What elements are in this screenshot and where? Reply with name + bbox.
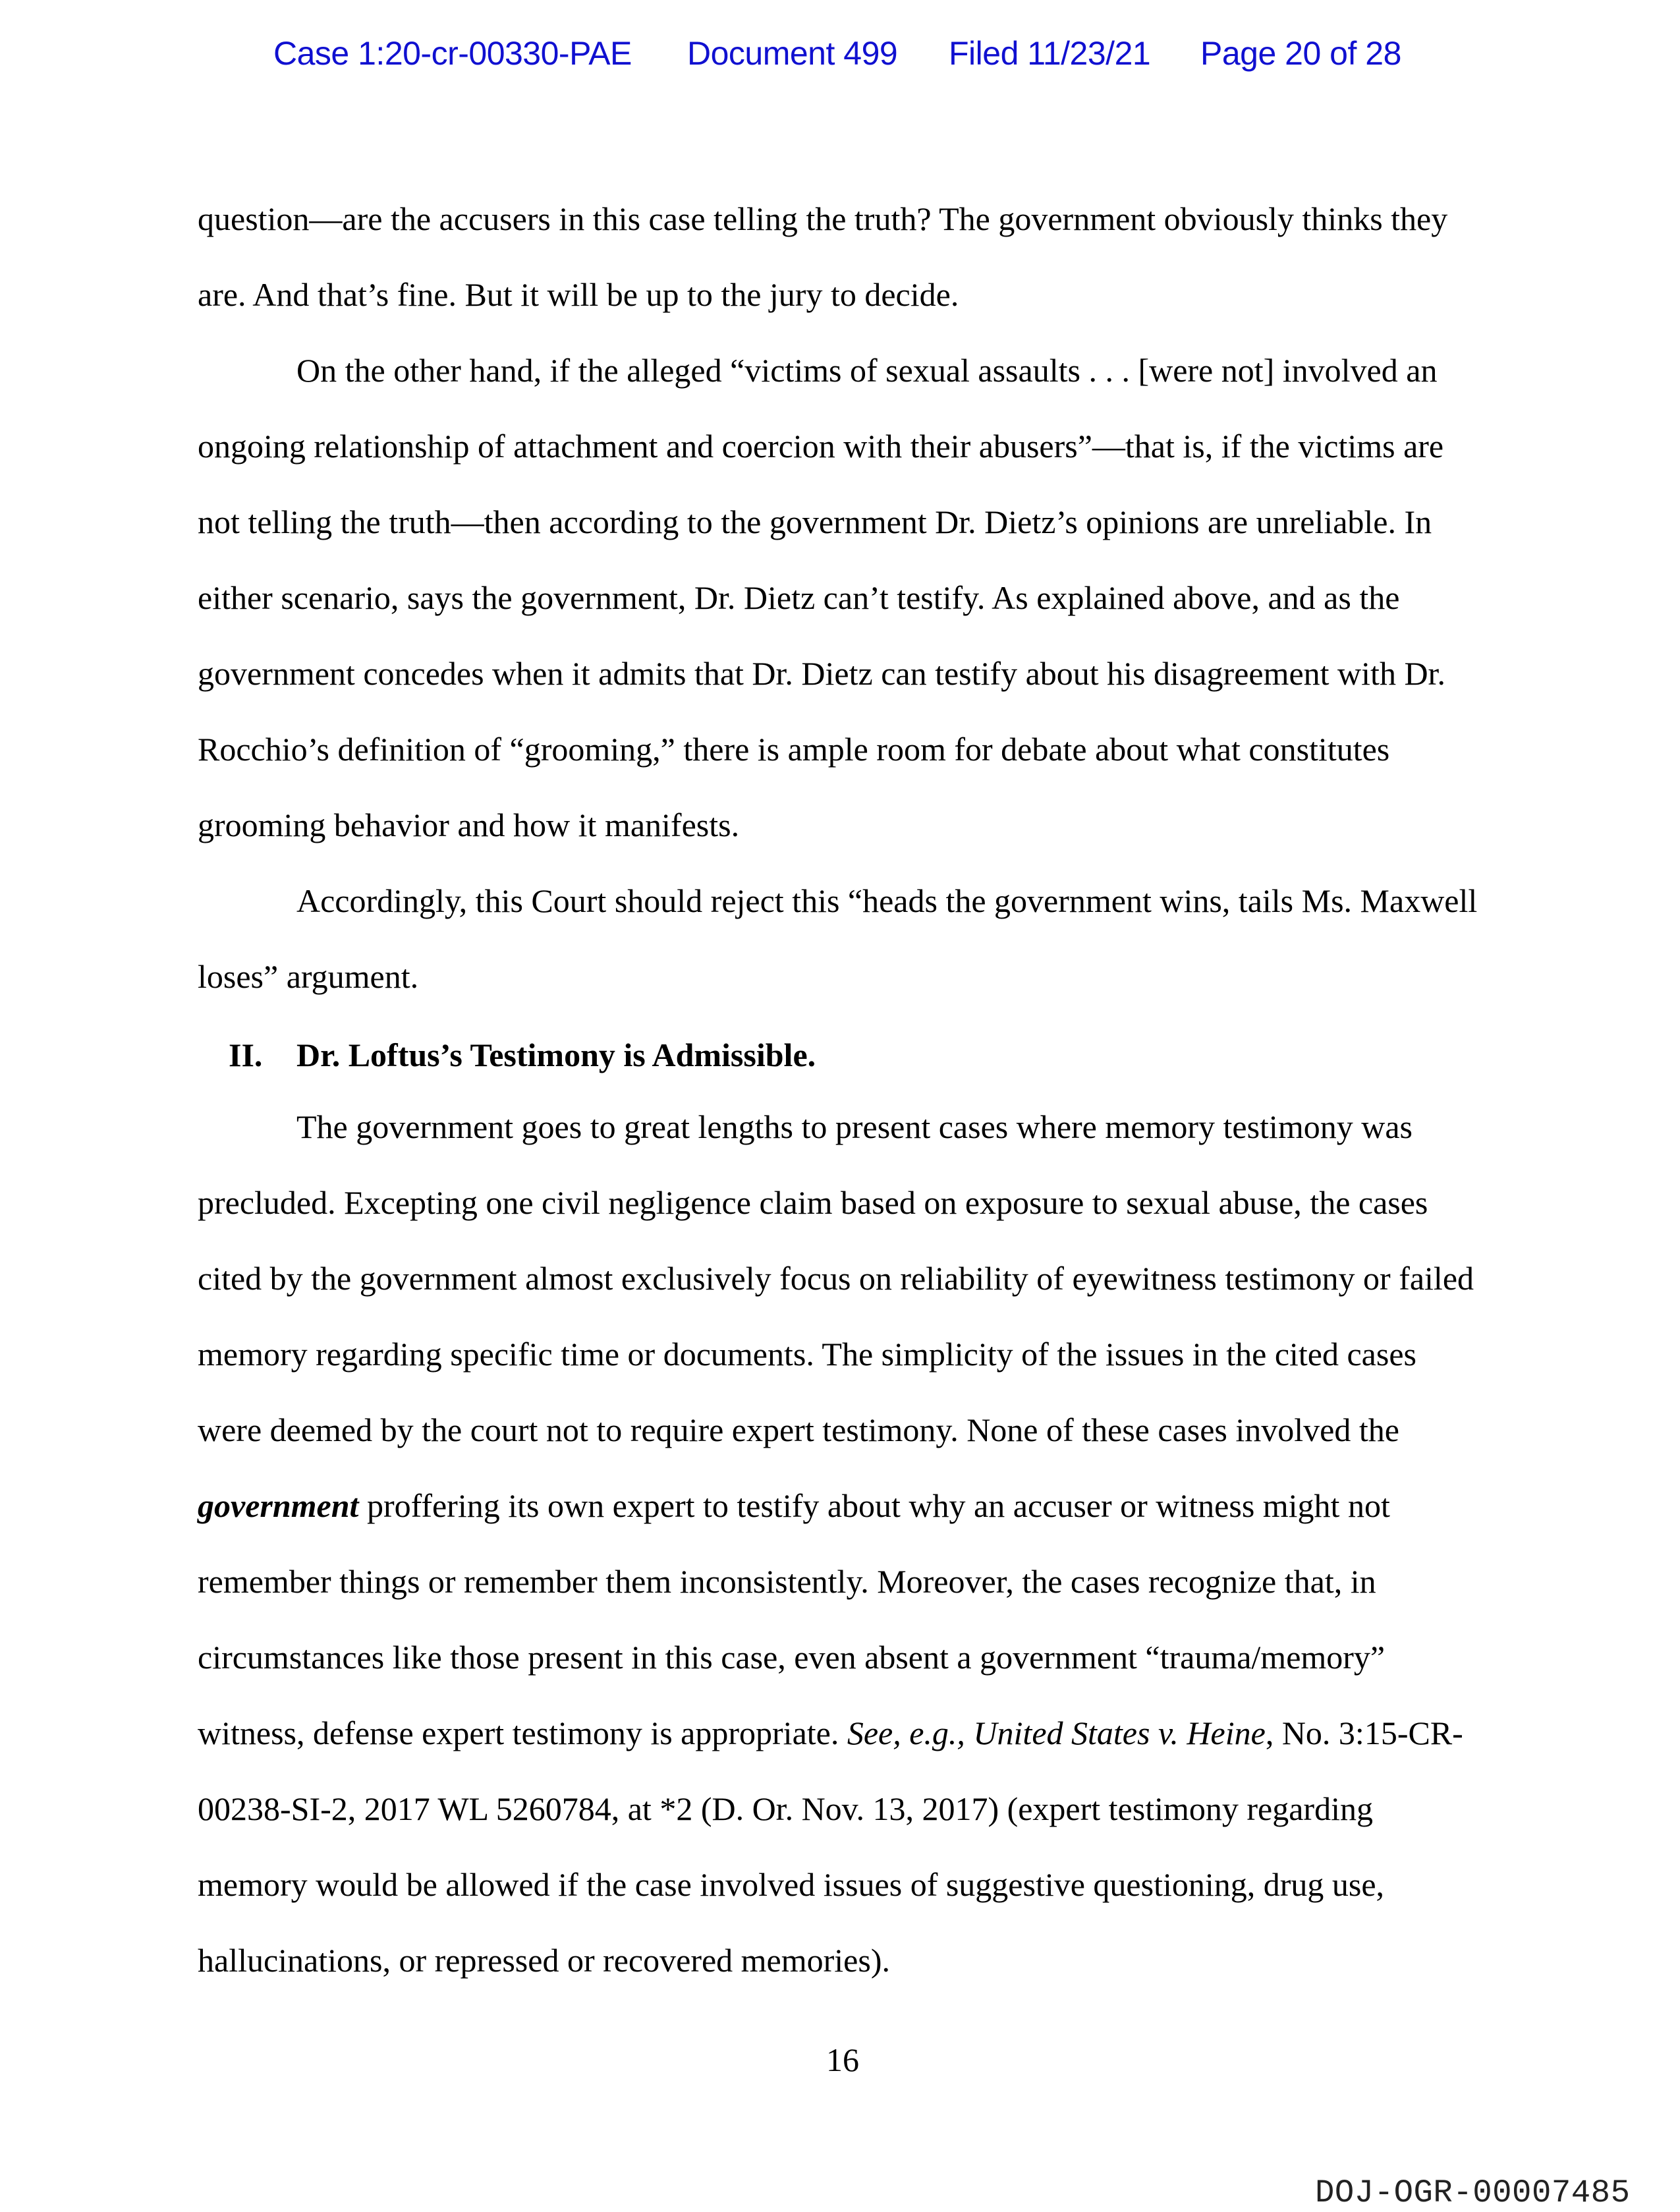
text-run: The government goes to great lengths to present cases where memory testimony was	[296, 1108, 1413, 1145]
body-line	[198, 1486, 1390, 1525]
body-line	[198, 729, 1389, 769]
text-italic: United States v. Heine	[973, 1715, 1266, 1751]
text-run: were deemed by the court not to require expert testimony. None of these cases involved the	[198, 1411, 1399, 1448]
page-count: Page 20 of 28	[1200, 35, 1401, 72]
body-line	[198, 578, 1399, 617]
body-line	[296, 881, 1477, 921]
section-heading	[229, 1035, 262, 1075]
text-run: question—are the accusers in this case telling the truth? The government obviously thinks they	[198, 200, 1448, 237]
text-run: are. And that’s fine. But it will be up to the jury to decide.	[198, 276, 959, 313]
filed-date: Filed 11/23/21	[949, 35, 1151, 72]
text-italic: See, e.g.,	[847, 1715, 965, 1751]
text-run: cited by the government almost exclusively focus on reliability of eyewitness testimony or failed	[198, 1260, 1474, 1297]
body-line	[198, 1941, 890, 1980]
text-run: 00238-SI-2, 2017 WL 5260784, at *2 (D. Or. Nov. 13, 2017) (expert testimony regarding	[198, 1790, 1373, 1827]
section-title: Dr. Loftus’s Testimony is Admissible.	[296, 1036, 816, 1073]
ecf-filing-header	[0, 34, 1680, 74]
body-line	[198, 199, 1447, 239]
case-number: Case 1:20-cr-00330-PAE	[273, 35, 632, 72]
body-line	[296, 351, 1437, 390]
text-run: proffering its own expert to testify about why an accuser or witness might not	[358, 1487, 1390, 1524]
body-line	[198, 426, 1443, 466]
section-heading-title	[296, 1035, 816, 1075]
text-bold-italic: government	[198, 1487, 359, 1524]
text-run: witness, defense expert testimony is appropriate.	[198, 1715, 847, 1751]
body-line	[198, 1334, 1416, 1374]
text-run: Accordingly, this Court should reject this “heads the government wins, tails Ms. Maxwell	[296, 882, 1478, 919]
text-run: memory regarding specific time or documents. The simplicity of the issues in the cited cases	[198, 1336, 1416, 1373]
body-line	[198, 654, 1445, 693]
body-line	[198, 502, 1432, 542]
body-line	[198, 805, 739, 845]
text-run: circumstances like those present in this case, even absent a government “trauma/memory”	[198, 1639, 1386, 1676]
text-run: grooming behavior and how it manifests.	[198, 807, 740, 843]
body-line	[198, 957, 418, 996]
body-line	[198, 1259, 1474, 1298]
text-run: Rocchio’s definition of “grooming,” there is ample room for debate about what constitutes	[198, 731, 1390, 768]
body-line	[198, 1637, 1385, 1677]
text-run: government concedes when it admits that Dr. Dietz can testify about his disagreement with Dr.	[198, 655, 1445, 692]
body-line	[198, 1183, 1428, 1222]
body-line	[198, 1865, 1384, 1904]
page-number: 16	[826, 2041, 859, 2078]
text-run: precluded. Excepting one civil negligence claim based on exposure to sexual abuse, the cases	[198, 1184, 1428, 1221]
text-run: loses” argument.	[198, 958, 419, 995]
text-run: not telling the truth—then according to the government Dr. Dietz’s opinions are unreliable. In	[198, 503, 1432, 540]
document-number: Document 499	[687, 35, 898, 72]
text-run	[965, 1715, 974, 1751]
text-run: ongoing relationship of attachment and coercion with their abusers”—that is, if the victims are	[198, 428, 1444, 465]
bates-stamp: DOJ-OGR-00007485	[1315, 2174, 1631, 2211]
body-line	[198, 275, 959, 314]
body-line	[198, 1713, 1463, 1753]
text-run: remember things or remember them inconsistently. Moreover, the cases recognize that, in	[198, 1563, 1376, 1600]
text-run: either scenario, says the government, Dr. Dietz can’t testify. As explained above, and as the	[198, 579, 1400, 616]
body-line	[198, 1410, 1399, 1450]
text-run: , No. 3:15-CR-	[1265, 1715, 1463, 1751]
body-line	[296, 1107, 1413, 1147]
text-run: hallucinations, or repressed or recovered memories).	[198, 1942, 890, 1979]
text-run: On the other hand, if the alleged “victims of sexual assaults . . . [were not] involved an	[296, 352, 1438, 389]
section-number: II.	[229, 1036, 263, 1073]
body-line	[198, 1562, 1376, 1601]
text-run: memory would be allowed if the case involved issues of suggestive questioning, drug use,	[198, 1866, 1385, 1903]
body-line	[198, 1789, 1373, 1829]
